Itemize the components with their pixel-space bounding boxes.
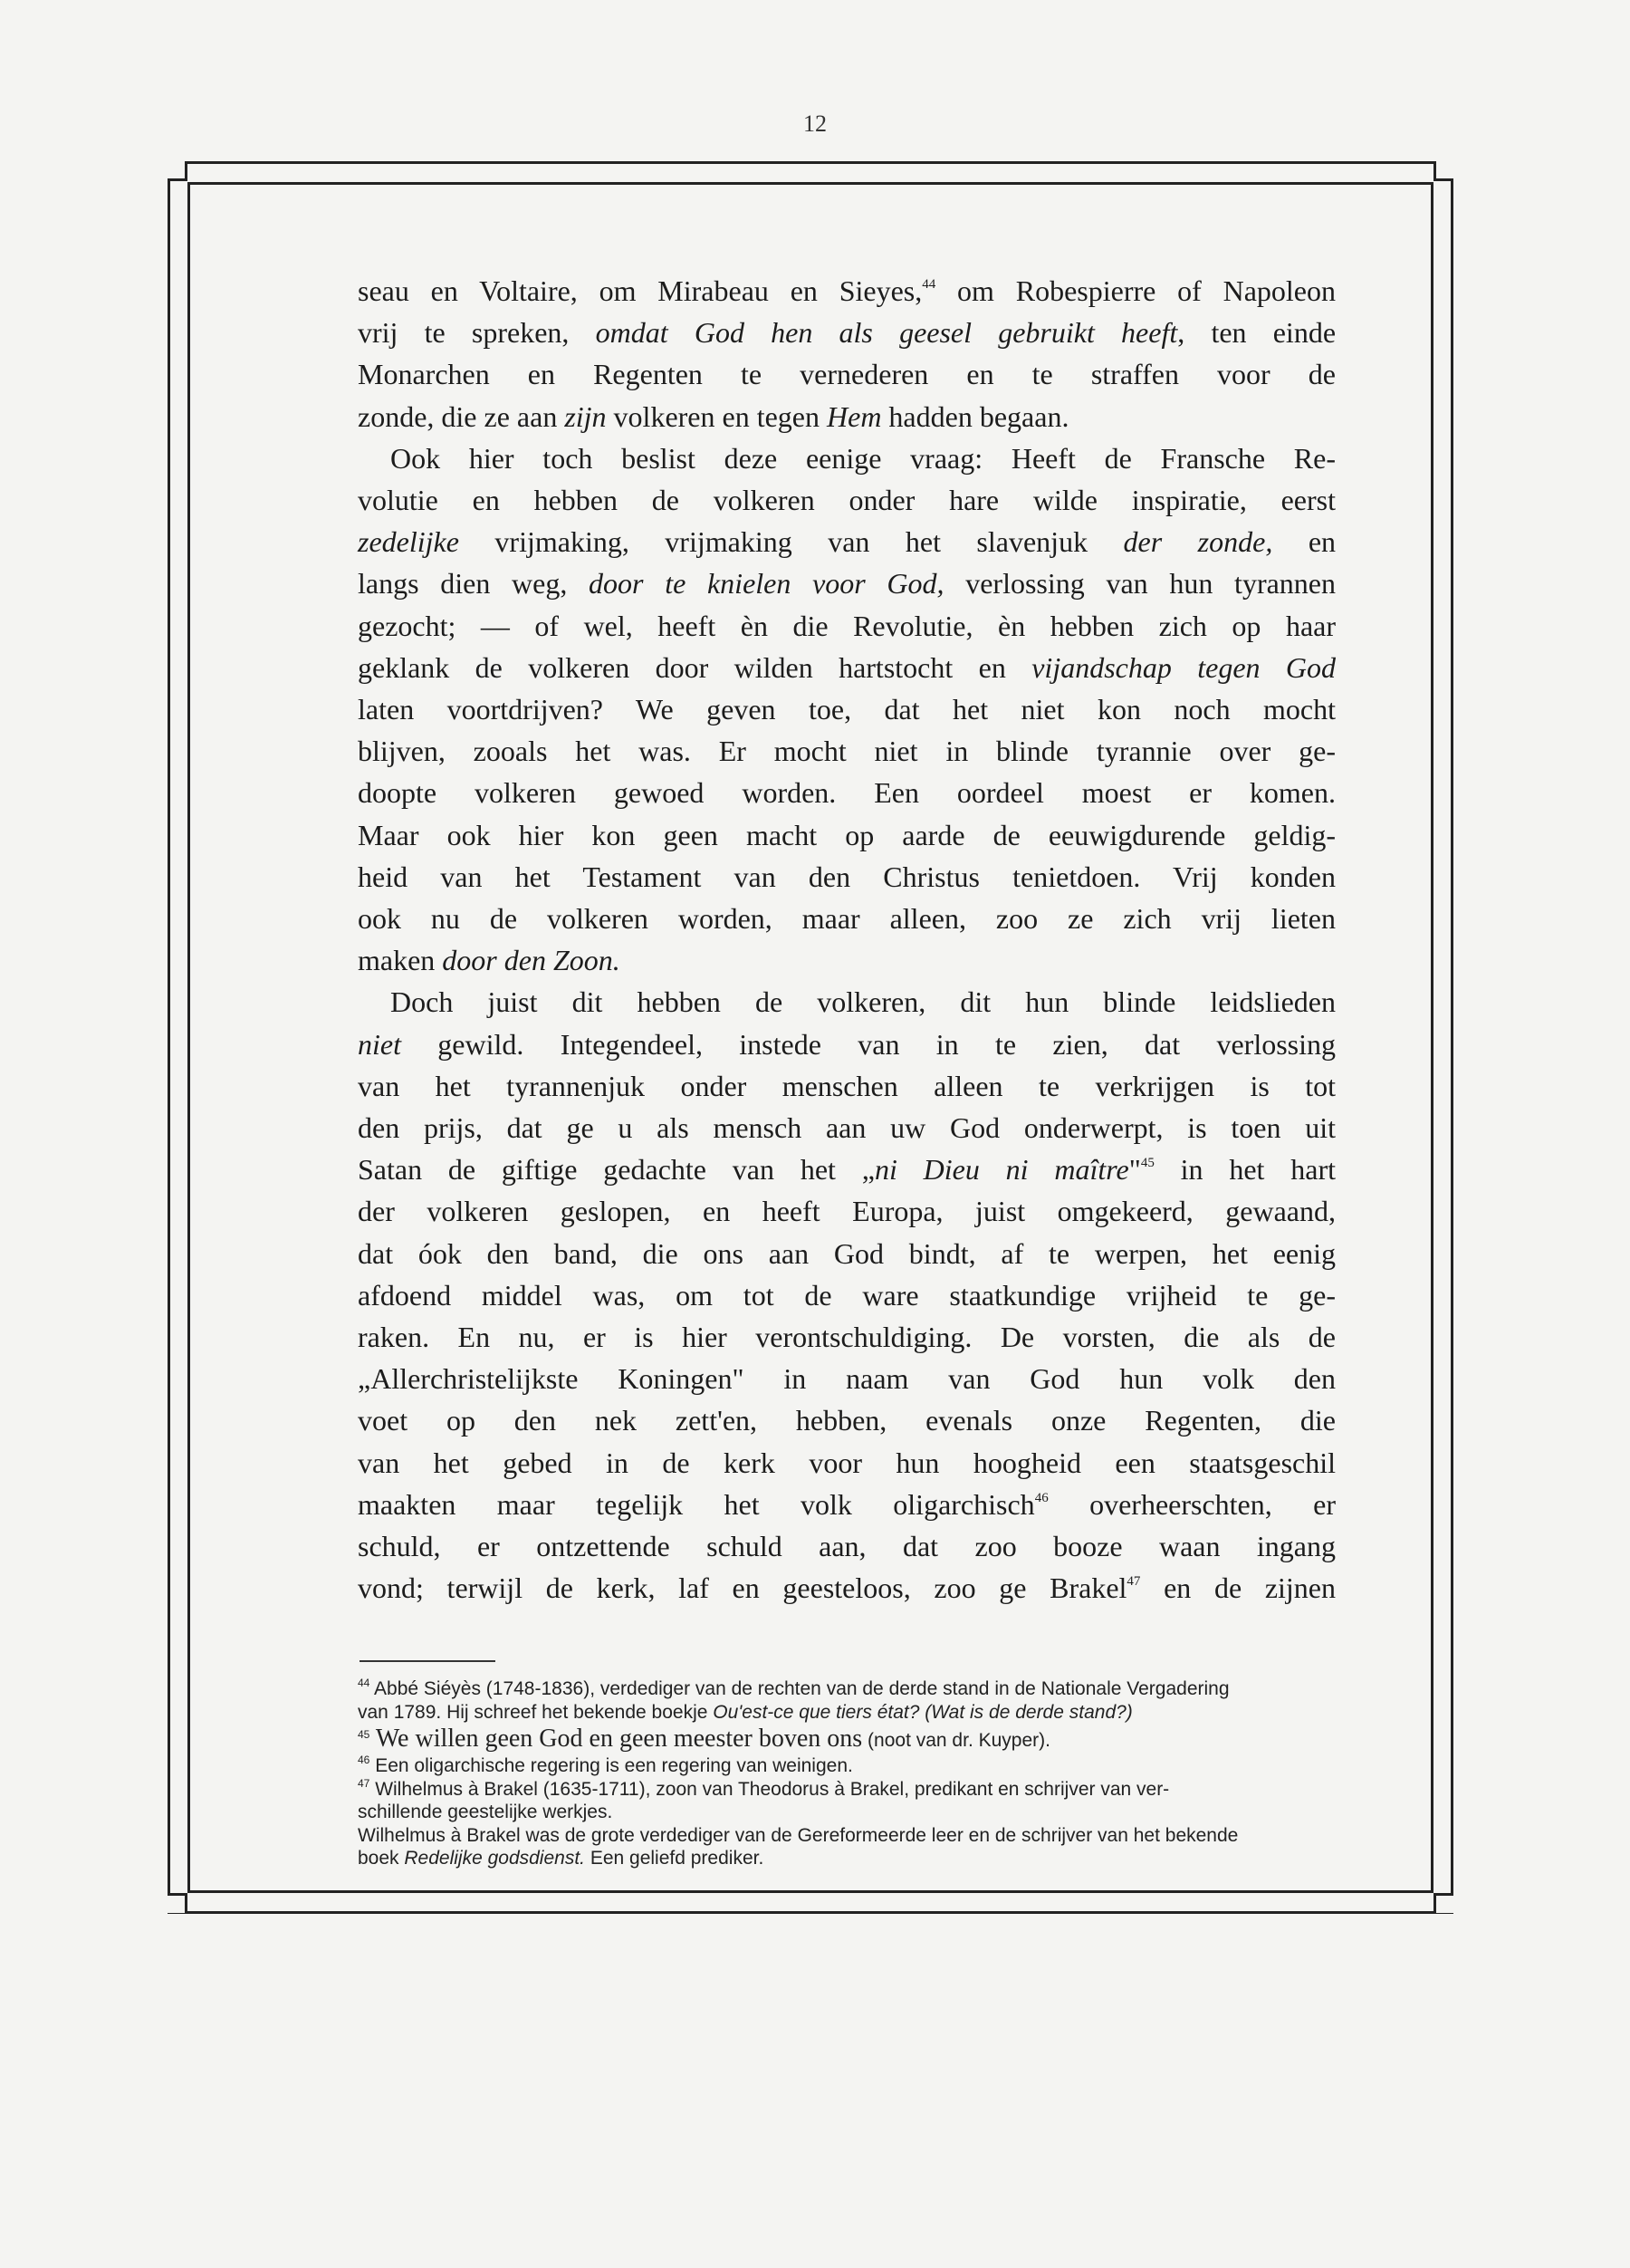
body-line bbox=[358, 605, 1336, 647]
italic-text: door te knielen voor God, bbox=[589, 567, 944, 601]
footnote-marker: 44 bbox=[922, 277, 936, 292]
body-line bbox=[358, 647, 1336, 688]
footnotes bbox=[358, 1677, 1349, 1870]
text-segment: „Allerchristelijkste Koningen" in naam van God hun volk den bbox=[358, 1362, 1336, 1396]
text-segment: afdoend middel was, om tot de ware staatkundige vrijheid te ge- bbox=[358, 1278, 1336, 1312]
text-segment: der volkeren geslopen, en heeft Europa, juist omgekeerd, gewaand, bbox=[358, 1195, 1336, 1228]
frame-corner-bottom-left bbox=[168, 1893, 187, 1913]
body-line bbox=[358, 270, 1336, 312]
body-line bbox=[358, 1233, 1336, 1274]
body-line bbox=[358, 521, 1336, 562]
footnote-line bbox=[358, 1724, 1349, 1754]
italic-text: Hem bbox=[827, 399, 882, 433]
footnote-line bbox=[358, 1677, 1349, 1701]
body-line bbox=[358, 1358, 1336, 1399]
body-line bbox=[358, 1274, 1336, 1316]
text-segment: verlossing van hun tyrannen bbox=[944, 567, 1337, 601]
footnote-marker: 44 bbox=[358, 1677, 370, 1689]
text-segment: om Robespierre of Napoleon bbox=[935, 274, 1337, 307]
italic-text: Redelijke godsdienst. bbox=[404, 1848, 585, 1869]
text-segment: dat óok den band, die ons aan God bindt, af te werpen, het eenig bbox=[358, 1236, 1336, 1270]
text-segment: Een geliefd prediker. bbox=[585, 1848, 764, 1869]
italic-text: niet bbox=[358, 1027, 401, 1061]
text-segment: heid van het Testament van den Christus tenietdoen. Vrij konden bbox=[358, 860, 1336, 893]
text-segment: doopte volkeren gewoed worden. Een oordeel moest er komen. bbox=[358, 776, 1336, 810]
body-line bbox=[358, 1525, 1336, 1567]
text-segment: Ook hier toch beslist deze eenige vraag: Heeft de Fransche Re- bbox=[390, 441, 1336, 475]
body-line bbox=[358, 1484, 1336, 1525]
text-segment: hadden begaan. bbox=[881, 399, 1069, 433]
frame-corner-bottom-right bbox=[1433, 1893, 1453, 1913]
footnote-line bbox=[358, 1778, 1349, 1802]
body-line bbox=[358, 562, 1336, 604]
text-segment: van 1789. Hij schreef het bekende boekje bbox=[358, 1701, 714, 1723]
text-segment: voet op den nek zett'en, hebben, evenals onze Regenten, die bbox=[358, 1404, 1336, 1437]
body-line bbox=[358, 353, 1336, 395]
footnote-marker: 47 bbox=[1127, 1574, 1141, 1590]
body-line bbox=[358, 1107, 1336, 1148]
italic-text: ni Dieu ni maître bbox=[874, 1153, 1129, 1187]
body-line bbox=[358, 898, 1336, 939]
footnote-marker: 46 bbox=[358, 1754, 370, 1766]
frame-corner-top-right bbox=[1433, 161, 1453, 181]
text-segment: ook nu de volkeren worden, maar alleen, zoo ze zich vrij lieten bbox=[358, 902, 1336, 936]
text-segment: " bbox=[1128, 1153, 1141, 1187]
body-line bbox=[358, 939, 1336, 981]
text-segment: We willen geen God en geen meester boven ons bbox=[369, 1725, 863, 1753]
text-segment: volkeren en tegen bbox=[606, 399, 827, 433]
text-segment: schuld, er ontzettende schuld aan, dat zoo booze waan ingang bbox=[358, 1530, 1336, 1563]
italic-text: omdat God hen als geesel gebruikt heeft bbox=[595, 316, 1178, 350]
text-segment: gezocht; — of wel, heeft èn die Revolutie, èn hebben zich op haar bbox=[358, 609, 1336, 642]
body-line bbox=[358, 1148, 1336, 1190]
footnote-marker: 45 bbox=[358, 1728, 370, 1741]
text-segment: Wilhelmus à Brakel (1635-1711), zoon van Theodorus à Brakel, predikant en schrijver van ver- bbox=[369, 1778, 1170, 1800]
body-line bbox=[358, 437, 1336, 479]
footnote-separator bbox=[360, 1660, 495, 1662]
frame-corner-top-left bbox=[168, 161, 187, 181]
body-line bbox=[358, 1399, 1336, 1441]
text-segment: en bbox=[1272, 525, 1337, 559]
body-line bbox=[358, 1023, 1336, 1065]
italic-text: door den Zoon. bbox=[442, 944, 620, 977]
text-segment: blijven, zooals het was. Er mocht niet in blinde tyrannie over ge- bbox=[358, 735, 1336, 768]
text-segment: van het tyrannenjuk onder menschen alleen te verkrijgen is tot bbox=[358, 1069, 1336, 1102]
text-segment: vrijmaking, vrijmaking van het slavenjuk bbox=[458, 525, 1124, 559]
body-line bbox=[358, 479, 1336, 521]
text-segment: maakten maar tegelijk het volk oligarchisch bbox=[358, 1487, 1035, 1521]
text-segment: langs dien weg, bbox=[358, 567, 590, 601]
italic-text: der zonde, bbox=[1123, 525, 1273, 559]
footnote-marker: 47 bbox=[358, 1776, 370, 1790]
body-line bbox=[358, 730, 1336, 772]
body-line bbox=[358, 396, 1336, 437]
text-segment: (noot van dr. Kuyper). bbox=[862, 1730, 1050, 1751]
footnote-line bbox=[358, 1701, 1349, 1725]
italic-text: zedelijke bbox=[358, 525, 459, 559]
text-segment: volutie en hebben de volkeren onder hare wilde inspiratie, eerst bbox=[358, 484, 1336, 517]
text-segment: Abbé Siéyès (1748-1836), verdediger van de rechten van de derde stand in de Nationale Vergadering bbox=[369, 1678, 1230, 1699]
italic-text: vijandschap tegen God bbox=[1031, 650, 1337, 684]
body-line bbox=[358, 1190, 1336, 1232]
body-line bbox=[358, 1316, 1336, 1358]
text-segment: en de zijnen bbox=[1140, 1571, 1337, 1605]
footnote-line bbox=[358, 1801, 1349, 1824]
text-segment: van het gebed in de kerk voor hun hoogheid een staatsgeschil bbox=[358, 1446, 1336, 1479]
text-segment: maken bbox=[358, 944, 443, 977]
text-segment: den prijs, dat ge u als mensch aan uw God onderwerpt, is toen uit bbox=[358, 1111, 1336, 1145]
text-segment: gewild. Integendeel, instede van in te zien, dat verlossing bbox=[400, 1027, 1336, 1061]
text-segment: Satan de giftige gedachte van het „ bbox=[358, 1153, 875, 1187]
text-segment: raken. En nu, er is hier verontschuldiging. De vorsten, die als de bbox=[358, 1321, 1336, 1354]
body-line bbox=[358, 1065, 1336, 1107]
body-line bbox=[358, 856, 1336, 898]
page-number: 12 bbox=[803, 111, 827, 137]
text-segment: zonde, die ze aan bbox=[358, 399, 565, 433]
text-segment: boek bbox=[358, 1848, 405, 1869]
italic-text: Ou'est-ce que tiers état? (Wat is de derde stand?) bbox=[713, 1701, 1133, 1723]
text-segment: overheerschten, er bbox=[1048, 1487, 1337, 1521]
text-segment: Monarchen en Regenten te vernederen en te straffen voor de bbox=[358, 358, 1336, 391]
body-line bbox=[358, 814, 1336, 856]
text-segment: in het hart bbox=[1154, 1153, 1337, 1187]
text-segment: Een oligarchische regering is een regering van weinigen. bbox=[369, 1755, 853, 1776]
italic-text: zijn bbox=[564, 399, 607, 433]
footnote-marker: 46 bbox=[1034, 1490, 1049, 1505]
text-segment: schillende geestelijke werkjes. bbox=[358, 1802, 613, 1822]
body-line bbox=[358, 312, 1336, 353]
body-line bbox=[358, 1567, 1336, 1609]
footnote-line bbox=[358, 1824, 1349, 1848]
text-segment: seau en Voltaire, om Mirabeau en Sieyes, bbox=[358, 274, 923, 307]
text-segment: laten voortdrijven? We geven toe, dat het niet kon noch mocht bbox=[358, 693, 1336, 726]
body-line bbox=[358, 772, 1336, 813]
text-segment: vond; terwijl de kerk, laf en geesteloos, zoo ge Brakel bbox=[358, 1571, 1127, 1605]
text-segment: vrij te spreken, bbox=[358, 316, 596, 350]
text-segment: geklank de volkeren door wilden hartstocht en bbox=[358, 650, 1032, 684]
body-line bbox=[358, 981, 1336, 1023]
footnote-line bbox=[358, 1847, 1349, 1870]
body-line bbox=[358, 688, 1336, 730]
text-segment: Wilhelmus à Brakel was de grote verdediger van de Gereformeerde leer en de schrijver van het bekende bbox=[358, 1824, 1239, 1846]
text-segment: , ten einde bbox=[1177, 316, 1337, 350]
text-segment: Doch juist dit hebben de volkeren, dit hun blinde leidslieden bbox=[390, 985, 1336, 1019]
text-segment: Maar ook hier kon geen macht op aarde de eeuwigdurende geldig- bbox=[358, 818, 1336, 851]
body-text bbox=[358, 270, 1336, 1610]
footnote-marker: 45 bbox=[1140, 1156, 1155, 1171]
body-line bbox=[358, 1442, 1336, 1484]
footnote-line bbox=[358, 1754, 1349, 1778]
